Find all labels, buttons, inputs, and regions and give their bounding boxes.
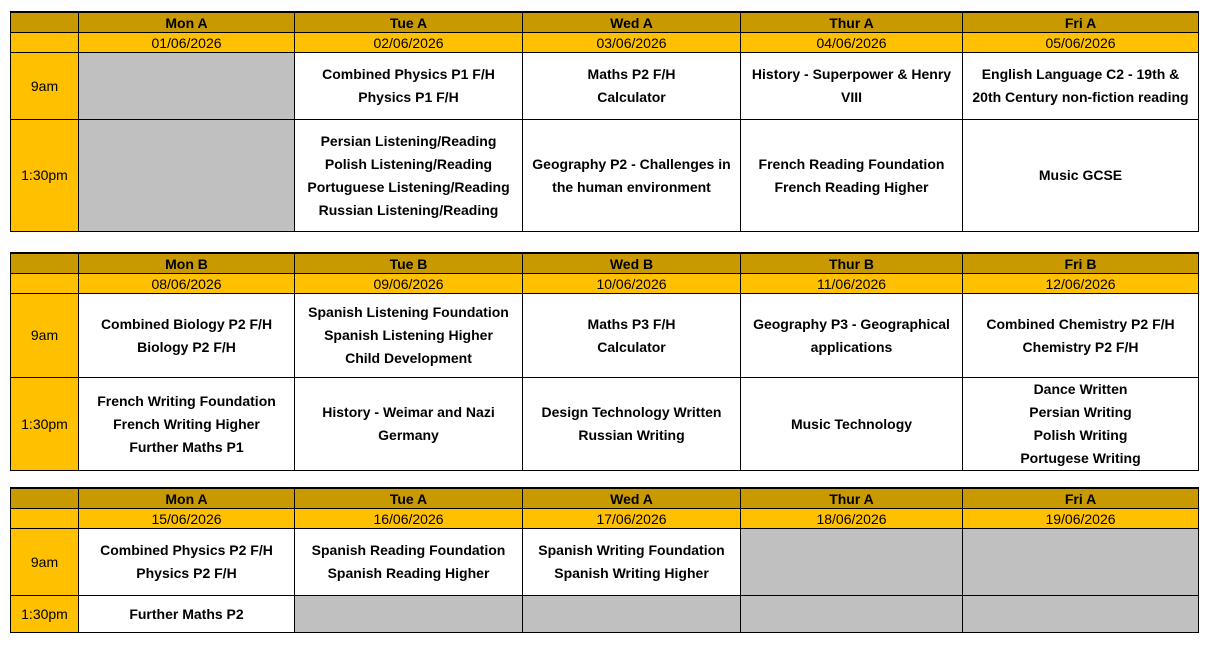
- day-header: Wed A: [523, 12, 741, 33]
- exam-cell: [523, 529, 741, 596]
- morning-row: [11, 53, 1199, 120]
- day-header: Mon B: [79, 253, 295, 274]
- day-header: Thur A: [741, 12, 963, 33]
- exam-name: Dance Written: [1033, 381, 1128, 397]
- exam-name: Persian Listening/Reading: [320, 132, 497, 149]
- exam-cell: [523, 294, 741, 378]
- exam-name: Music GCSE: [1038, 167, 1123, 183]
- exam-name: Physics P2 F/H: [136, 565, 237, 581]
- session-time-label: 1:30pm: [11, 120, 79, 232]
- exam-cell: [79, 529, 295, 596]
- session-time-label: 1:30pm: [11, 378, 79, 471]
- empty-cell: [741, 596, 963, 633]
- corner-cell: [11, 33, 79, 53]
- exam-name: Further Maths P1: [129, 438, 244, 455]
- exam-cell: [523, 120, 741, 232]
- exam-name: Maths P3 F/H: [587, 315, 676, 332]
- exam-name: Biology P2 F/H: [137, 338, 236, 355]
- exam-name: English Language C2 - 19th &: [981, 66, 1180, 82]
- date-row: [11, 33, 1199, 53]
- exam-name: Spanish Writing Foundation: [538, 542, 725, 558]
- exam-name: History - Superpower & Henry: [751, 66, 952, 82]
- exam-name: VIII: [840, 89, 862, 105]
- date-row: [11, 274, 1199, 294]
- exam-name: Combined Physics P2 F/H: [100, 542, 273, 558]
- exam-cell: [79, 294, 295, 378]
- exam-cell: [79, 378, 295, 471]
- afternoon-row: [11, 120, 1199, 232]
- exam-cell: [963, 53, 1199, 120]
- date-cell: 10/06/2026: [523, 274, 741, 294]
- exam-name: applications: [810, 338, 893, 355]
- day-header: Tue A: [295, 488, 523, 509]
- exam-table: [10, 11, 1199, 232]
- exam-table: [10, 252, 1199, 471]
- empty-cell: [963, 529, 1199, 596]
- day-header: Tue A: [295, 12, 523, 33]
- exam-cell: [295, 294, 523, 378]
- date-cell: 12/06/2026: [963, 274, 1199, 294]
- exam-cell: [295, 378, 523, 471]
- empty-cell: [963, 596, 1199, 633]
- exam-name: the human environment: [552, 178, 711, 195]
- corner-cell: [11, 488, 79, 509]
- empty-cell: [741, 529, 963, 596]
- date-cell: 17/06/2026: [523, 509, 741, 529]
- exam-name: Polish Writing: [1033, 427, 1128, 443]
- session-time-label: 9am: [11, 294, 79, 378]
- day-header: Thur B: [741, 253, 963, 274]
- exam-name: Portugese Writing: [1020, 450, 1141, 466]
- morning-row: [11, 529, 1199, 596]
- exam-name: Portuguese Listening/Reading: [307, 178, 510, 195]
- exam-name: Combined Chemistry P2 F/H: [986, 315, 1175, 332]
- date-cell: 15/06/2026: [79, 509, 295, 529]
- exam-name: Spanish Listening Foundation: [308, 304, 509, 320]
- exam-cell: [523, 378, 741, 471]
- exam-cell: [741, 294, 963, 378]
- day-header: Wed A: [523, 488, 741, 509]
- exam-name: French Writing Foundation: [97, 392, 276, 409]
- exam-cell: [79, 596, 295, 633]
- week-1-timetable: [10, 11, 1198, 232]
- exam-name: Geography P2 - Challenges in: [532, 155, 731, 172]
- exam-name: Germany: [378, 427, 439, 443]
- day-header: Wed B: [523, 253, 741, 274]
- day-header: Fri A: [963, 12, 1199, 33]
- exam-cell: [741, 120, 963, 232]
- exam-name: Combined Biology P2 F/H: [100, 315, 273, 332]
- exam-name: Geography P3 - Geographical: [753, 315, 950, 332]
- exam-name: Persian Writing: [1029, 404, 1132, 420]
- date-cell: 08/06/2026: [79, 274, 295, 294]
- date-cell: 09/06/2026: [295, 274, 523, 294]
- empty-cell: [295, 596, 523, 633]
- exam-cell: [295, 529, 523, 596]
- day-header: Fri B: [963, 253, 1199, 274]
- empty-cell: [523, 596, 741, 633]
- corner-cell: [11, 509, 79, 529]
- day-header: Mon A: [79, 488, 295, 509]
- date-cell: 02/06/2026: [295, 33, 523, 53]
- exam-cell: [523, 53, 741, 120]
- empty-cell: [79, 53, 295, 120]
- date-cell: 19/06/2026: [963, 509, 1199, 529]
- exam-name: Spanish Writing Higher: [554, 565, 709, 581]
- exam-name: Design Technology Written: [541, 404, 722, 420]
- exam-name: Russian Listening/Reading: [318, 201, 499, 218]
- exam-name: Maths P2 F/H: [587, 66, 676, 82]
- date-cell: 11/06/2026: [741, 274, 963, 294]
- date-cell: 05/06/2026: [963, 33, 1199, 53]
- exam-cell: [741, 53, 963, 120]
- day-header: Tue B: [295, 253, 523, 274]
- exam-name: Spanish Reading Foundation: [311, 542, 506, 558]
- exam-cell: [741, 378, 963, 471]
- corner-cell: [11, 274, 79, 294]
- exam-name: Spanish Listening Higher: [324, 327, 493, 343]
- exam-name: Music Technology: [790, 415, 913, 432]
- date-cell: 01/06/2026: [79, 33, 295, 53]
- day-header-row: [11, 488, 1199, 509]
- exam-name: French Reading Foundation: [758, 155, 945, 172]
- date-cell: 18/06/2026: [741, 509, 963, 529]
- day-header: Fri A: [963, 488, 1199, 509]
- session-time-label: 1:30pm: [11, 596, 79, 633]
- exam-name: 20th Century non-fiction reading: [972, 89, 1189, 105]
- exam-name: Calculator: [597, 338, 666, 355]
- exam-name: Child Development: [345, 350, 472, 366]
- exam-name: Calculator: [597, 89, 666, 105]
- exam-name: French Writing Higher: [113, 415, 260, 432]
- date-cell: 03/06/2026: [523, 33, 741, 53]
- exam-name: French Reading Higher: [774, 178, 929, 195]
- session-time-label: 9am: [11, 529, 79, 596]
- date-cell: 04/06/2026: [741, 33, 963, 53]
- exam-cell: [963, 378, 1199, 471]
- morning-row: [11, 294, 1199, 378]
- session-time-label: 9am: [11, 53, 79, 120]
- week-3-timetable: [10, 487, 1198, 633]
- day-header: Thur A: [741, 488, 963, 509]
- exam-cell: [963, 294, 1199, 378]
- day-header: Mon A: [79, 12, 295, 33]
- exam-name: Russian Writing: [578, 427, 685, 443]
- exam-cell: [295, 53, 523, 120]
- date-cell: 16/06/2026: [295, 509, 523, 529]
- afternoon-row: [11, 596, 1199, 633]
- exam-name: Combined Physics P1 F/H: [322, 66, 495, 82]
- day-header-row: [11, 253, 1199, 274]
- exam-name: Physics P1 F/H: [358, 89, 459, 105]
- corner-cell: [11, 253, 79, 274]
- empty-cell: [79, 120, 295, 232]
- week-2-timetable: [10, 252, 1198, 471]
- exam-cell: [963, 120, 1199, 232]
- afternoon-row: [11, 378, 1199, 471]
- exam-name: Spanish Reading Higher: [327, 565, 490, 581]
- exam-name: History - Weimar and Nazi: [322, 404, 495, 420]
- day-header-row: [11, 12, 1199, 33]
- exam-name: Further Maths P2: [129, 605, 244, 622]
- exam-table: [10, 487, 1199, 633]
- date-row: [11, 509, 1199, 529]
- exam-name: Polish Listening/Reading: [324, 155, 493, 172]
- exam-name: Chemistry P2 F/H: [1022, 338, 1139, 355]
- corner-cell: [11, 12, 79, 33]
- exam-cell: [295, 120, 523, 232]
